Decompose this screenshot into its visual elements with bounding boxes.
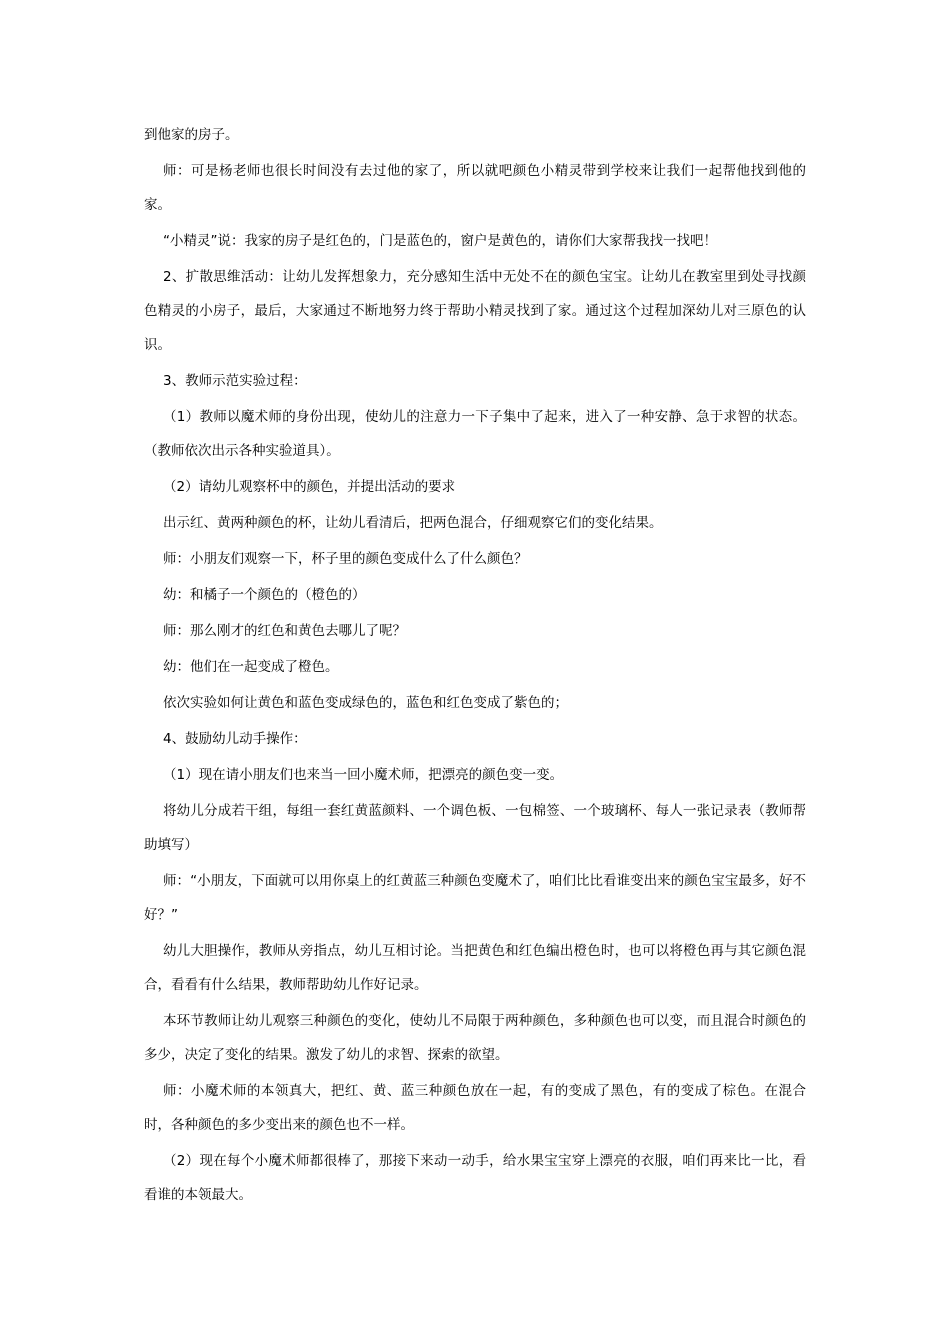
paragraph: 师：可是杨老师也很长时间没有去过他的家了，所以就吧颜色小精灵带到学校来让我们一起帮他找到他的家。 [144,163,806,213]
paragraph: 师：那么刚才的红色和黄色去哪儿了呢？ [163,623,406,639]
paragraph: “小精灵”说：我家的房子是红色的，门是蓝色的，窗户是黄色的，请你们大家帮我找一找吧！ [163,233,717,249]
paragraph: 幼儿大胆操作，教师从旁指点，幼儿互相讨论。当把黄色和红色编出橙色时，也可以将橙色再与其它颜色混合，看看有什么结果，教师帮助幼儿作好记录。 [144,943,806,993]
paragraph: 出示红、黄两种颜色的杯，让幼儿看清后，把两色混合，仔细观察它们的变化结果。 [163,515,663,531]
paragraph: 2、扩散思维活动：让幼儿发挥想象力，充分感知生活中无处不在的颜色宝宝。让幼儿在教室里到处寻找颜色精灵的小房子，最后，大家通过不断地努力终于帮助小精灵找到了家。通过这个过程加深幼儿对三原色的认识。 [144,269,806,353]
paragraph: （2）现在每个小魔术师都很棒了，那接下来动一动手，给水果宝宝穿上漂亮的衣服，咱们再来比一比，看看谁的本领最大。 [144,1153,806,1203]
paragraph: （1）现在请小朋友们也来当一回小魔术师，把漂亮的颜色变一变。 [163,767,564,783]
paragraph: （2）请幼儿观察杯中的颜色，并提出活动的要求 [163,479,456,495]
paragraph: 3、教师示范实验过程： [163,373,307,389]
paragraph: 幼：他们在一起变成了橙色。 [163,659,339,675]
paragraph: 师：“小朋友，下面就可以用你桌上的红黄蓝三种颜色变魔术了，咱们比比看谁变出来的颜色宝宝最多，好不好？” [144,873,806,923]
paragraph: 师：小魔术师的本领真大，把红、黄、蓝三种颜色放在一起，有的变成了黑色，有的变成了棕色。在混合时，各种颜色的多少变出来的颜色也不一样。 [144,1083,806,1133]
paragraph: 本环节教师让幼儿观察三种颜色的变化，使幼儿不局限于两种颜色，多种颜色也可以变，而且混合时颜色的多少，决定了变化的结果。激发了幼儿的求智、探索的欲望。 [144,1013,806,1063]
paragraph: 将幼儿分成若干组，每组一套红黄蓝颜料、一个调色板、一包棉签、一个玻璃杯、每人一张记录表（教师帮助填写） [144,803,806,853]
paragraph: 到他家的房子。 [144,127,239,143]
paragraph: 幼：和橘子一个颜色的（橙色的） [163,587,366,603]
paragraph: 师：小朋友们观察一下，杯子里的颜色变成什么了什么颜色？ [163,551,528,567]
paragraph: 4、鼓励幼儿动手操作： [163,731,307,747]
document-body [144,118,806,1214]
paragraph: 依次实验如何让黄色和蓝色变成绿色的，蓝色和红色变成了紫色的； [163,695,568,711]
paragraph: （1）教师以魔术师的身份出现，使幼儿的注意力一下子集中了起来，进入了一种安静、急于求智的状态。（教师依次出示各种实验道具）。 [144,409,806,459]
